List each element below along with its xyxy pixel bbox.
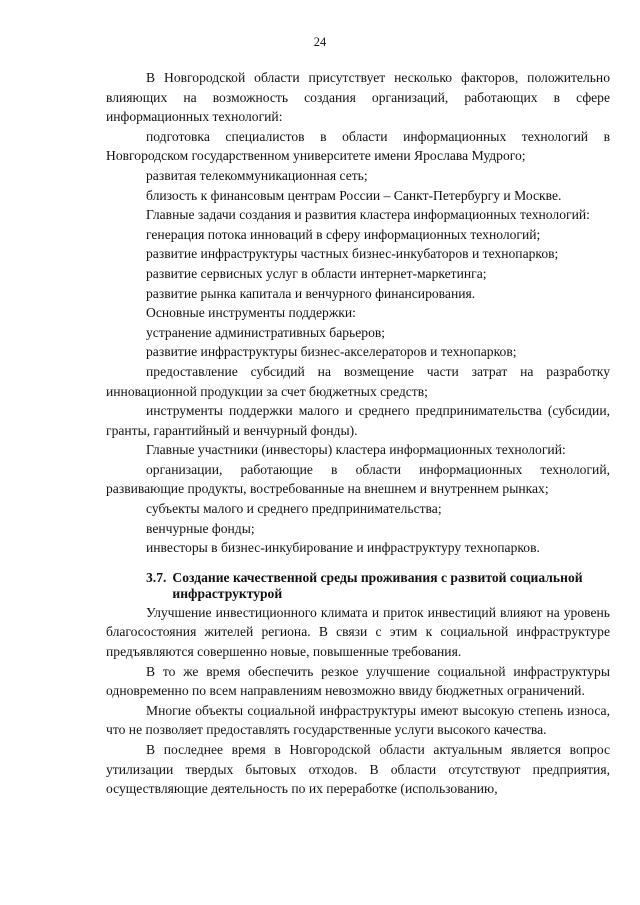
list-item: субъекты малого и среднего предпринимательства;	[146, 501, 442, 517]
list-item: предоставление субсидий на возмещение части затрат на разработку инновационной продукции за счет бюджетных средств;	[106, 363, 610, 399]
paragraph: В Новгородской области присутствует несколько факторов, положительно влияющих на возможность создания организаций, работающих в сфере информационных технологий:	[106, 70, 610, 125]
list-item: развитая телекоммуникационная сеть;	[146, 167, 368, 183]
paragraph: Улучшение инвестиционного климата и приток инвестиций влияют на уровень благосостояния жителей региона. В связи с этим к социальной инфраструктуре предъявляются совершенно новые, повышенные требования.	[106, 604, 610, 660]
list-item: генерация потока инноваций в сферу информационных технологий;	[146, 226, 541, 242]
paragraph: Главные задачи создания и развития кластера информационных технологий:	[146, 207, 590, 223]
list-item: близость к финансовым центрам России – Санкт-Петербургу и Москве.	[146, 187, 562, 203]
list-item: развитие сервисных услуг в области интернет-маркетинга;	[146, 265, 487, 281]
list-item: развитие инфраструктуры бизнес-акселераторов и технопарков;	[146, 344, 517, 360]
list-item: подготовка специалистов в области информационных технологий в Новгородском государственном университете имени Ярослава Мудрого;	[106, 128, 610, 164]
list-item: инструменты поддержки малого и среднего предпринимательства (субсидии, гранты, гарантийный и венчурный фонды).	[106, 403, 610, 438]
section-heading	[106, 570, 610, 603]
list-item: венчурные фонды;	[146, 520, 255, 536]
paragraph: Главные участники (инвесторы) кластера информационных технологий:	[146, 442, 566, 458]
paragraph: Основные инструменты поддержки:	[146, 305, 356, 321]
list-item: организации, работающие в области информационных технологий, развивающие продукты, востребованные на внешнем и внутреннем рынках;	[106, 461, 610, 497]
paragraph: В последнее время в Новгородской области актуальным является вопрос утилизации твердых бытовых отходов. В области отсутствуют предприятия, осуществляющие деятельность по их переработке (использованию,	[106, 742, 610, 797]
list-item: инвесторы в бизнес-инкубирование и инфраструктуру технопарков.	[146, 540, 540, 556]
page-number: 24	[313, 35, 327, 49]
list-item: развитие инфраструктуры частных бизнес-инкубаторов и технопарков;	[146, 246, 559, 262]
paragraph: В то же время обеспечить резкое улучшение социальной инфраструктуры одновременно по всем направлениям невозможно ввиду бюджетных ограничений.	[106, 663, 610, 699]
section-title: Создание качественной среды проживания с развитой социальной инфраструктурой	[172, 569, 583, 602]
list-item: устранение административных барьеров;	[146, 324, 386, 340]
paragraph: Многие объекты социальной инфраструктуры имеют высокую степень износа, что не позволяет предоставлять государственные услуги высокого качества.	[106, 702, 610, 738]
section-number: 3.7.	[146, 569, 167, 585]
page-content	[106, 68, 610, 799]
list-item: развитие рынка капитала и венчурного финансирования.	[146, 285, 476, 301]
